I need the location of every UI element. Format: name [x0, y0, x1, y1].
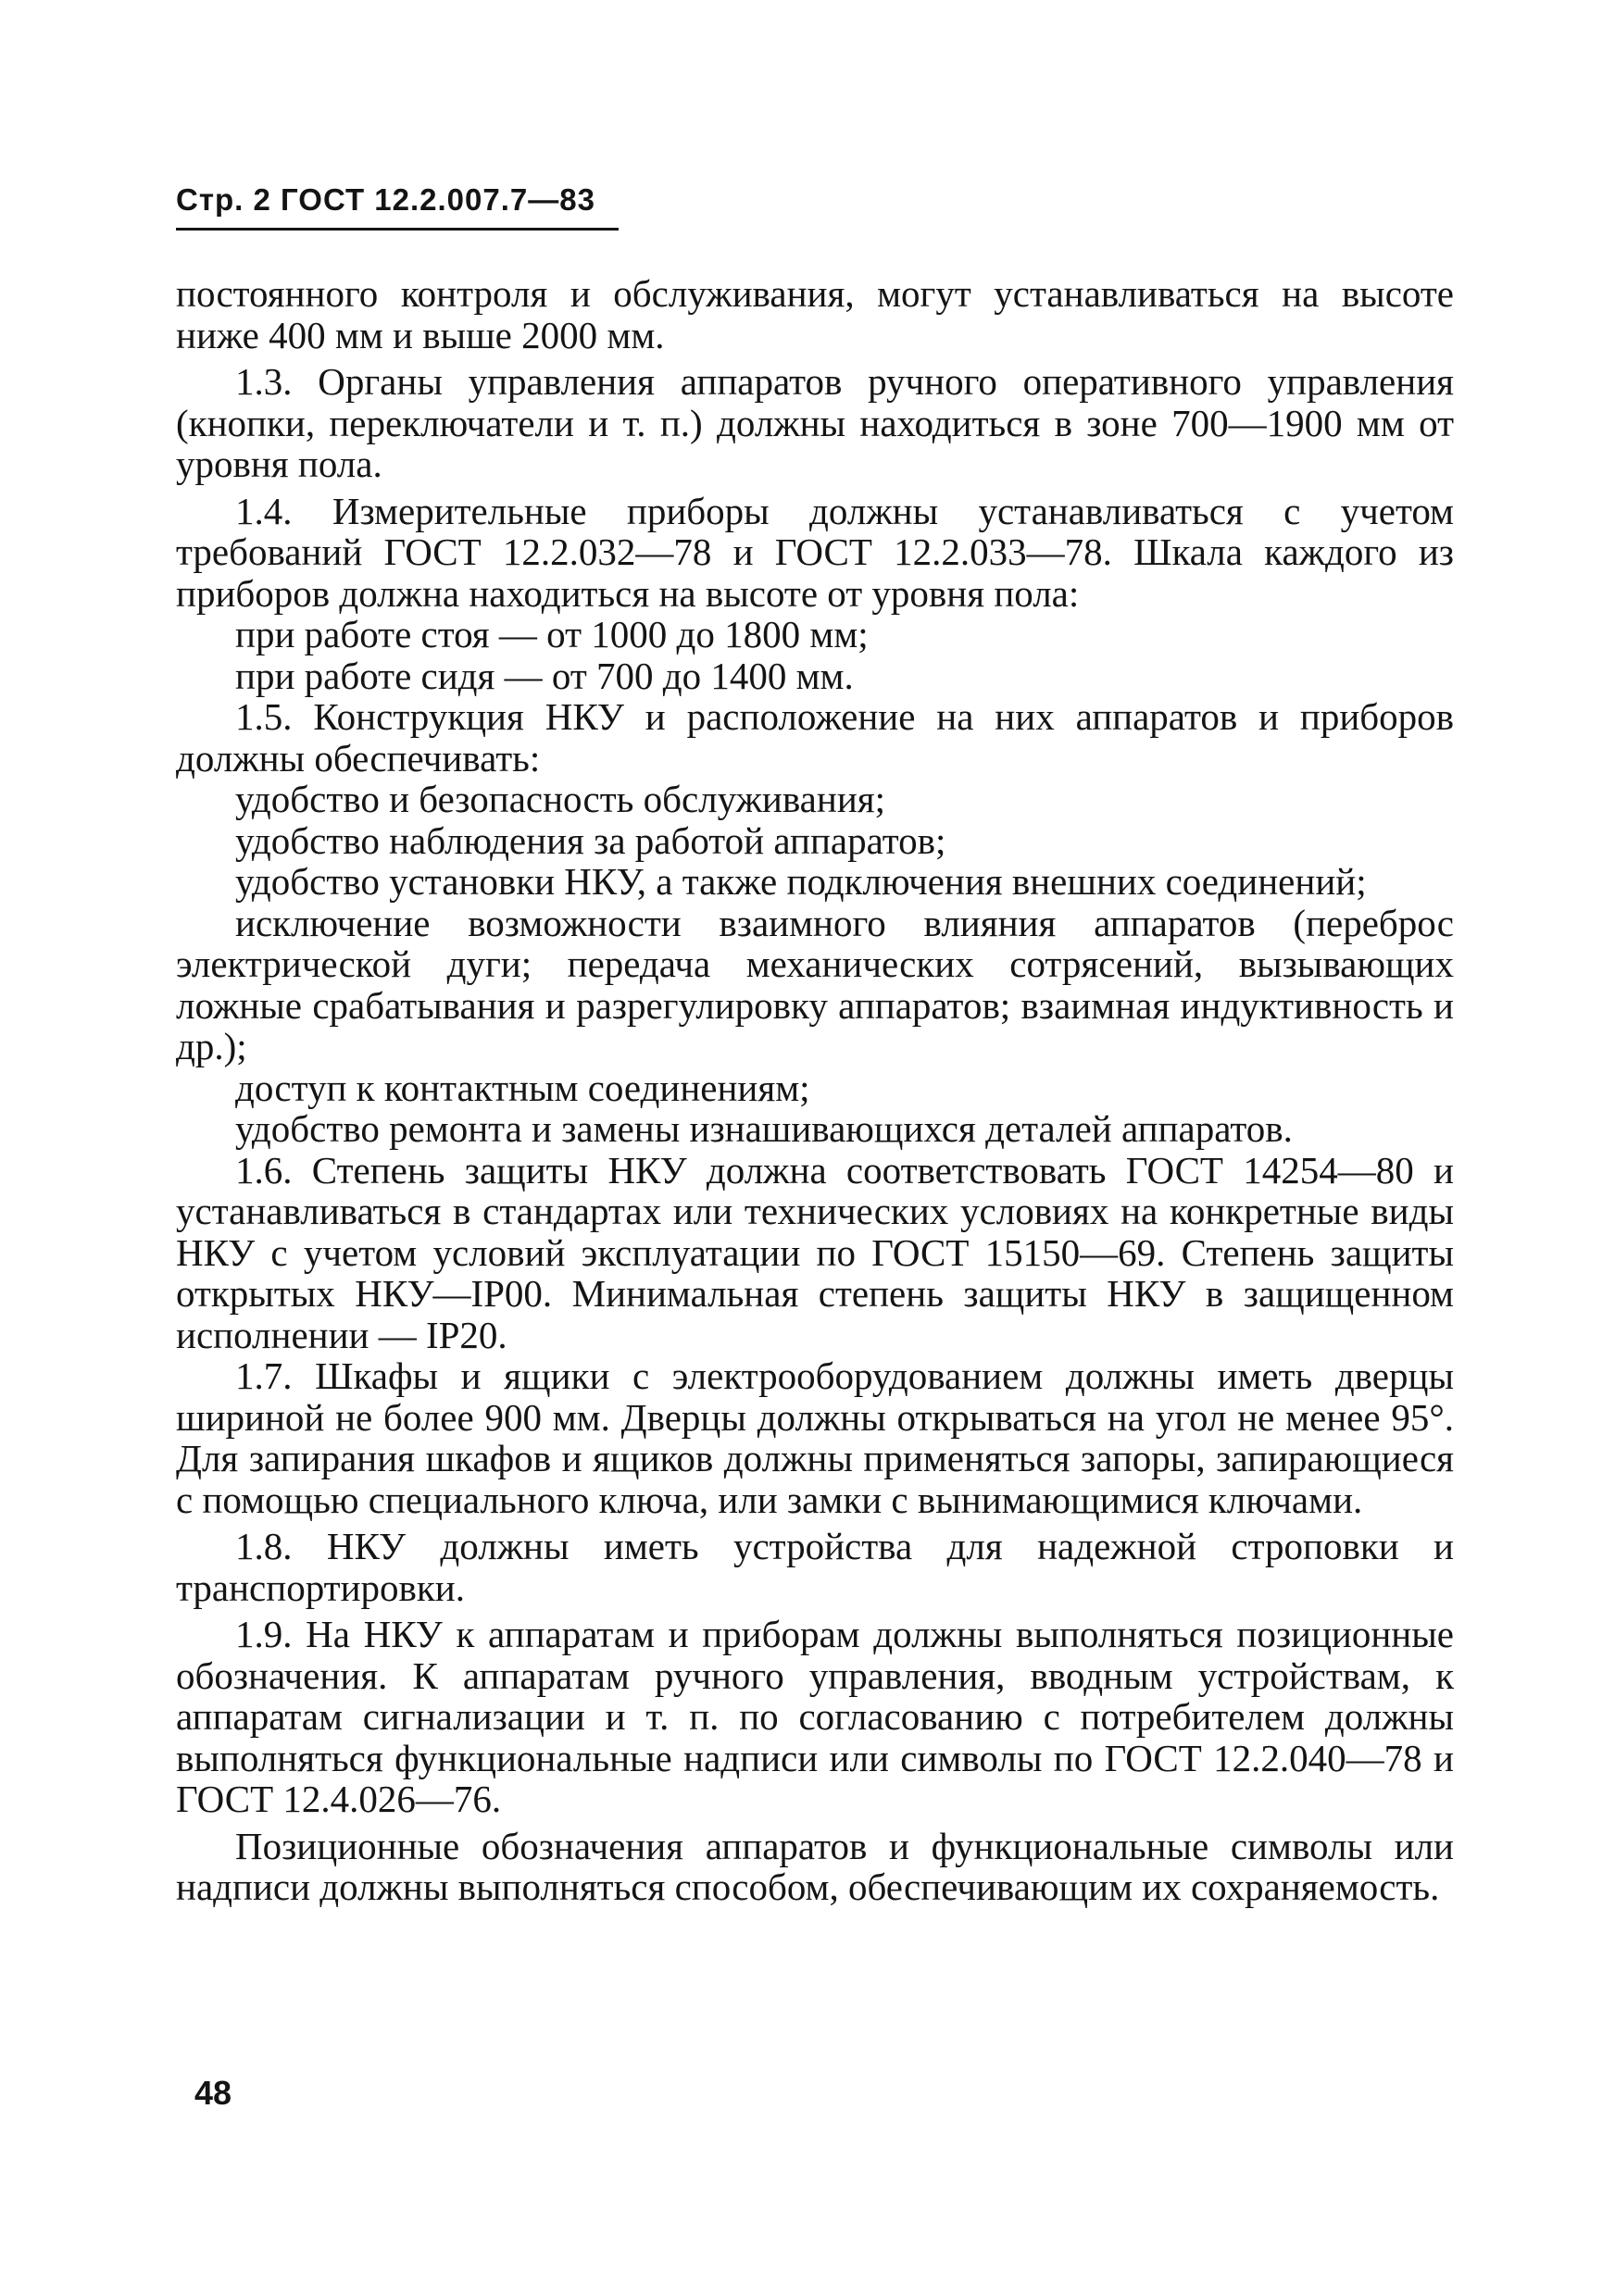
- paragraph-1-6: 1.6. Степень защиты НКУ должна соответствовать ГОСТ 14254—80 и устанавливаться в стандартах или технических условиях на конкретные виды НКУ с учетом условий эксплуатации по ГОСТ 15150—69. Степень защиты открытых НКУ—IP00. Минимальная степень защиты НКУ в защищенном исполнении — IP20.: [176, 1148, 1454, 1356]
- paragraph-1-4: 1.4. Измерительные приборы должны устанавливаться с учетом требований ГОСТ 12.2.032—78 и ГОСТ 12.2.033—78. Шкала каждого из приборов должна находиться на высоте от уровня пола:: [176, 489, 1454, 615]
- list-item: удобство установки НКУ, а также подключения внешних соединений;: [235, 860, 1367, 903]
- paragraph-1-7: 1.7. Шкафы и ящики с электрооборудованием должны иметь дверцы шириной не более 900 мм. Дверцы должны открываться на угол не менее 95°. Для запирания шкафов и ящиков должны применяться запоры, запирающиеся с помощью специального ключа, или замки с вынимающимися ключами.: [176, 1354, 1454, 1521]
- paragraph-1-8: 1.8. НКУ должны иметь устройства для надежной строповки и транспортировки.: [176, 1525, 1454, 1609]
- list-item-sitting: при работе сидя — от 700 до 1400 мм.: [235, 654, 854, 697]
- paragraph-1-9: 1.9. На НКУ к аппаратам и приборам должны выполняться позиционные обозначения. К аппаратам ручного управления, вводным устройствам, к аппаратам сигнализации и т. п. по согласованию с потребителем должны выполняться функциональные надписи или символы по ГОСТ 12.2.040—78 и ГОСТ 12.4.026—76.: [176, 1613, 1454, 1820]
- paragraph-1-5: 1.5. Конструкция НКУ и расположение на них аппаратов и приборов должны обеспечивать:: [176, 695, 1454, 780]
- paragraph-continuation: постоянного контроля и обслуживания, могут устанавливаться на высоте ниже 400 мм и выше 2000 мм.: [176, 272, 1454, 356]
- list-item: удобство и безопасность обслуживания;: [235, 778, 886, 820]
- page-body: [176, 273, 1454, 1908]
- list-item: удобство наблюдения за работой аппаратов;: [235, 818, 946, 862]
- header-rule: [176, 228, 619, 231]
- page-number: 48: [194, 2074, 232, 2112]
- page-header: Стр. 2 ГОСТ 12.2.007.7—83: [176, 182, 595, 217]
- list-item: удобство ремонта и замены изнашивающихся деталей аппаратов.: [235, 1107, 1293, 1150]
- list-item-standing: при работе стоя — от 1000 до 1800 мм;: [235, 613, 869, 655]
- list-item: доступ к контактным соединениям;: [235, 1066, 810, 1109]
- paragraph-1-3: 1.3. Органы управления аппаратов ручного оперативного управления (кнопки, переключатели и т. п.) должны находиться в зоне 700—1900 мм от уровня пола.: [176, 360, 1454, 485]
- list-item: исключение возможности взаимного влияния аппаратов (переброс электрической дуги; передача механических сотрясений, вызывающих ложные срабатывания и разрегулировку аппаратов; взаимная индуктивность и др.);: [176, 901, 1454, 1067]
- paragraph-final: Позиционные обозначения аппаратов и функциональные символы или надписи должны выполняться способом, обеспечивающим их сохраняемость.: [176, 1824, 1454, 1908]
